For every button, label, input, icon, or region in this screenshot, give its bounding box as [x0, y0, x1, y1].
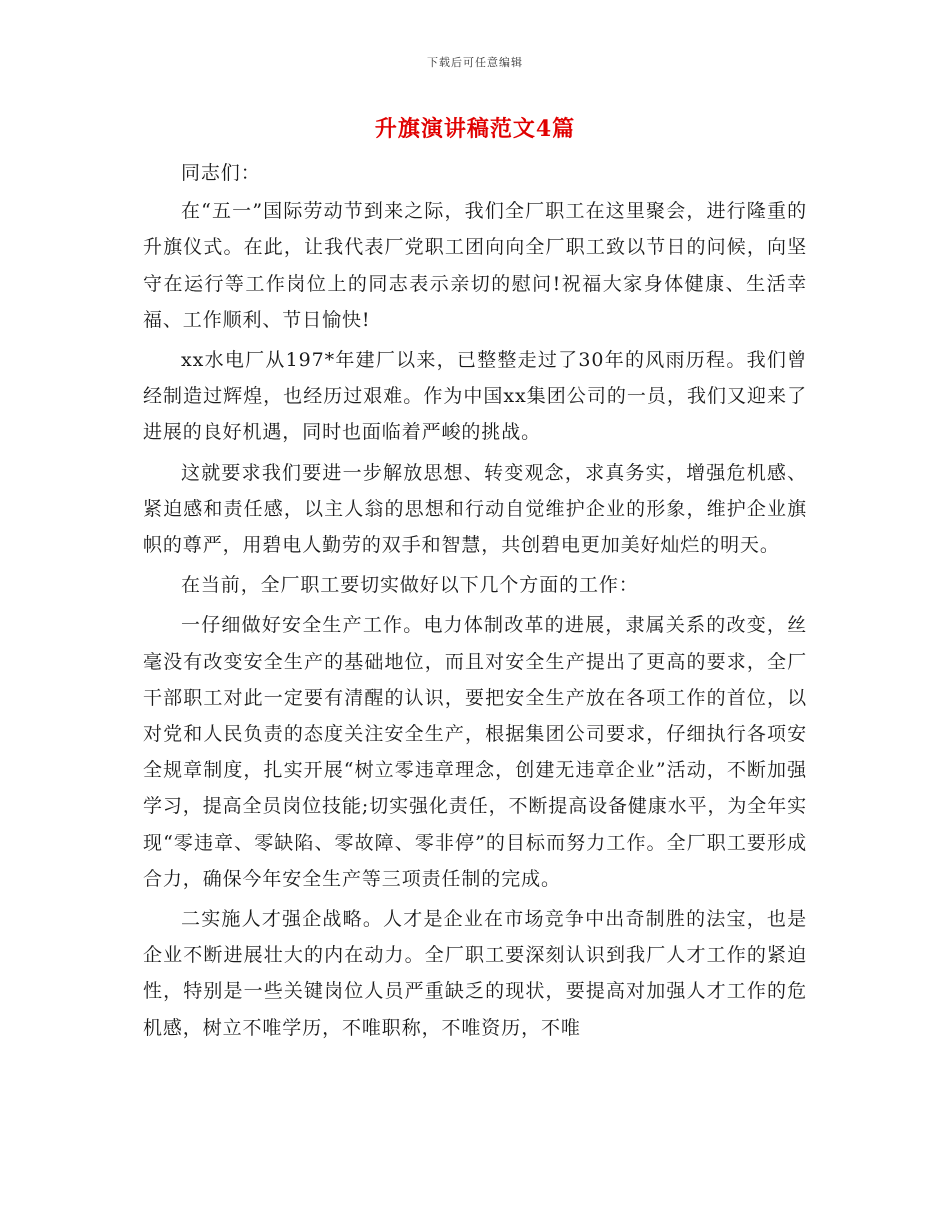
document-body: [143, 155, 807, 1050]
salutation: 同志们：: [181, 162, 261, 184]
paragraph-requirements: 这就要求我们要进一步解放思想、转变观念，求真务实，增强危机感、紧迫感和责任感，以主人翁的思想和行动自觉维护企业的形象，维护企业旗帜的尊严，用碧电人勤劳的双手和智慧，共创碧电更加美好灿烂的明天。: [143, 461, 807, 557]
paragraph-history: xx水电厂从197*年建厂以来，已整整走过了30年的风雨历程。我们曾经制造过辉煌，也经历过艰难。作为中国xx集团公司的一员，我们又迎来了进展的良好机遇，同时也面临着严峻的挑战。: [143, 349, 807, 444]
paragraph-tasks-intro: 在当前，全厂职工要切实做好以下几个方面的工作：: [181, 574, 639, 597]
header-note: 下载后可任意编辑: [427, 56, 523, 69]
paragraph-task-safety: 一仔细做好安全生产工作。电力体制改革的进展，隶属关系的改变，丝毫没有改变安全生产的基础地位，而且对安全生产提出了更高的要求，全厂干部职工对此一定要有清醒的认识，要把安全生产放在各项工作的首位，以对党和人民负责的态度关注安全生产，根据集团公司要求，仔细执行各项安全规章制度，扎实开展“树立零违章理念，创建无违章企业”活动，不断加强学习，提高全员岗位技能;切实强化责任，不断提高设备健康水平，为全年实现“零违章、零缺陷、零故障、零非停”的目标而努力工作。全厂职工要形成合力，确保今年安全生产等三项责任制的完成。: [143, 614, 808, 890]
paragraph-greeting: 在“五一”国际劳动节到来之际，我们全厂职工在这里聚会，进行隆重的升旗仪式。在此，让我代表厂党职工团向向全厂职工致以节日的问候，向坚守在运行等工作岗位上的同志表示亲切的慰问!祝福大家身体健康、生活幸福、工作顺利、节日愉快!: [143, 200, 807, 331]
document-title: 升旗演讲稿范文4篇: [374, 116, 576, 142]
paragraph-task-talent: 二实施人才强企战略。人才是企业在市场竞争中出奇制胜的法宝，也是企业不断进展壮大的内在动力。全厂职工要深刻认识到我厂人才工作的紧迫性，特别是一些关键岗位人员严重缺乏的现状，要提高对加强人才工作的危机感，树立不唯学历，不唯职称，不唯资历，不唯: [143, 908, 807, 1039]
